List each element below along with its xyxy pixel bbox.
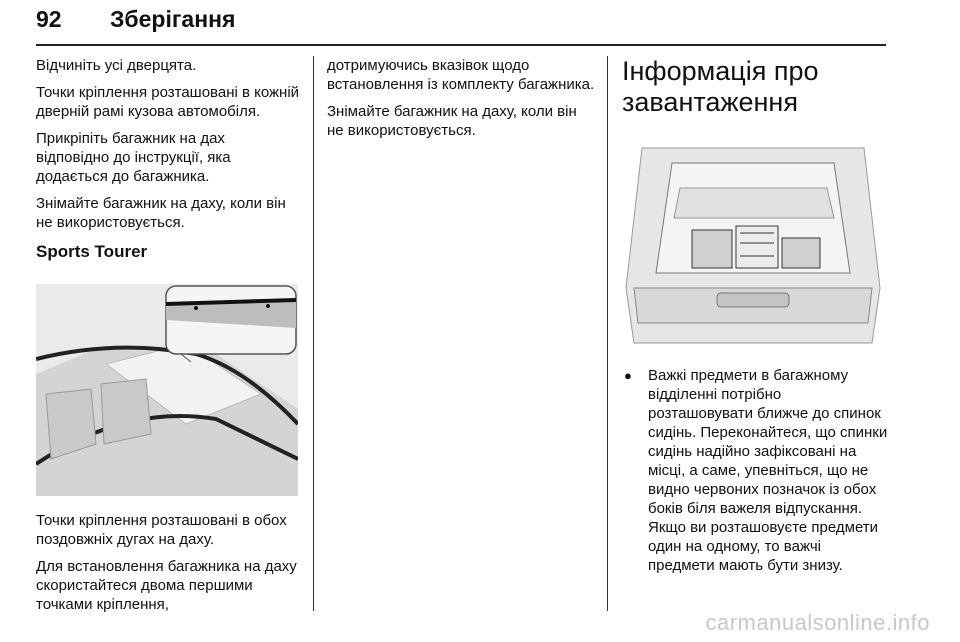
loading-info-heading: Інформація про завантаження (622, 56, 819, 117)
column-divider-1 (313, 56, 314, 611)
col1-paragraph-2: Точки кріплення розташовані в кожній дверній рамі кузова автомобіля. (36, 84, 300, 120)
trunk-loading-illustration (622, 138, 884, 350)
col2-paragraph-2: Знімайте багажник на даху, коли він не використовується. (327, 103, 577, 139)
column-1-continued (36, 511, 302, 622)
column-2 (327, 56, 595, 148)
col2-paragraph-1: дотримуючись вказівок щодо встановлення із комплекту багажника. (327, 57, 595, 93)
column-1 (36, 56, 302, 272)
column-3 (622, 56, 890, 118)
header-rule (36, 44, 886, 46)
subheading-sports-tourer: Sports Tourer (36, 242, 148, 261)
col1-paragraph-3: Прикріпіть багажник на дах відповідно до інструкції, яка додається до багажника. (36, 130, 231, 185)
bullet-icon: ● (624, 368, 632, 383)
column-divider-2 (607, 56, 608, 611)
col1-paragraph-1: Відчиніть усі дверцята. (36, 57, 197, 74)
section-title: Зберігання (110, 6, 236, 32)
page-number: 92 (36, 6, 62, 32)
loading-bullet-item (622, 366, 890, 575)
bullet-text: Важкі предмети в багажному відділенні потрібно розташовувати ближче до спинок сидінь. Переконайтеся, що спинки сидінь надійно зафіксовані на місці, а саме, упевніться, що не видно червоних позначок із обох боків біля важеля відпускання. Якщо ви розташовуєте предмети один на одному, то важчі предмети мають бути знизу. (648, 367, 888, 574)
col1-paragraph-5: Точки кріплення розташовані в обох поздовжніх дугах на даху. (36, 512, 287, 548)
col1-paragraph-4: Знімайте багажник на даху, коли він не використовується. (36, 195, 286, 231)
col1-paragraph-6: Для встановлення багажника на даху скористайтеся двома першими точками кріплення, (36, 558, 297, 613)
watermark: carmanualsonline.info (705, 610, 930, 635)
roof-rails-illustration (36, 284, 298, 496)
